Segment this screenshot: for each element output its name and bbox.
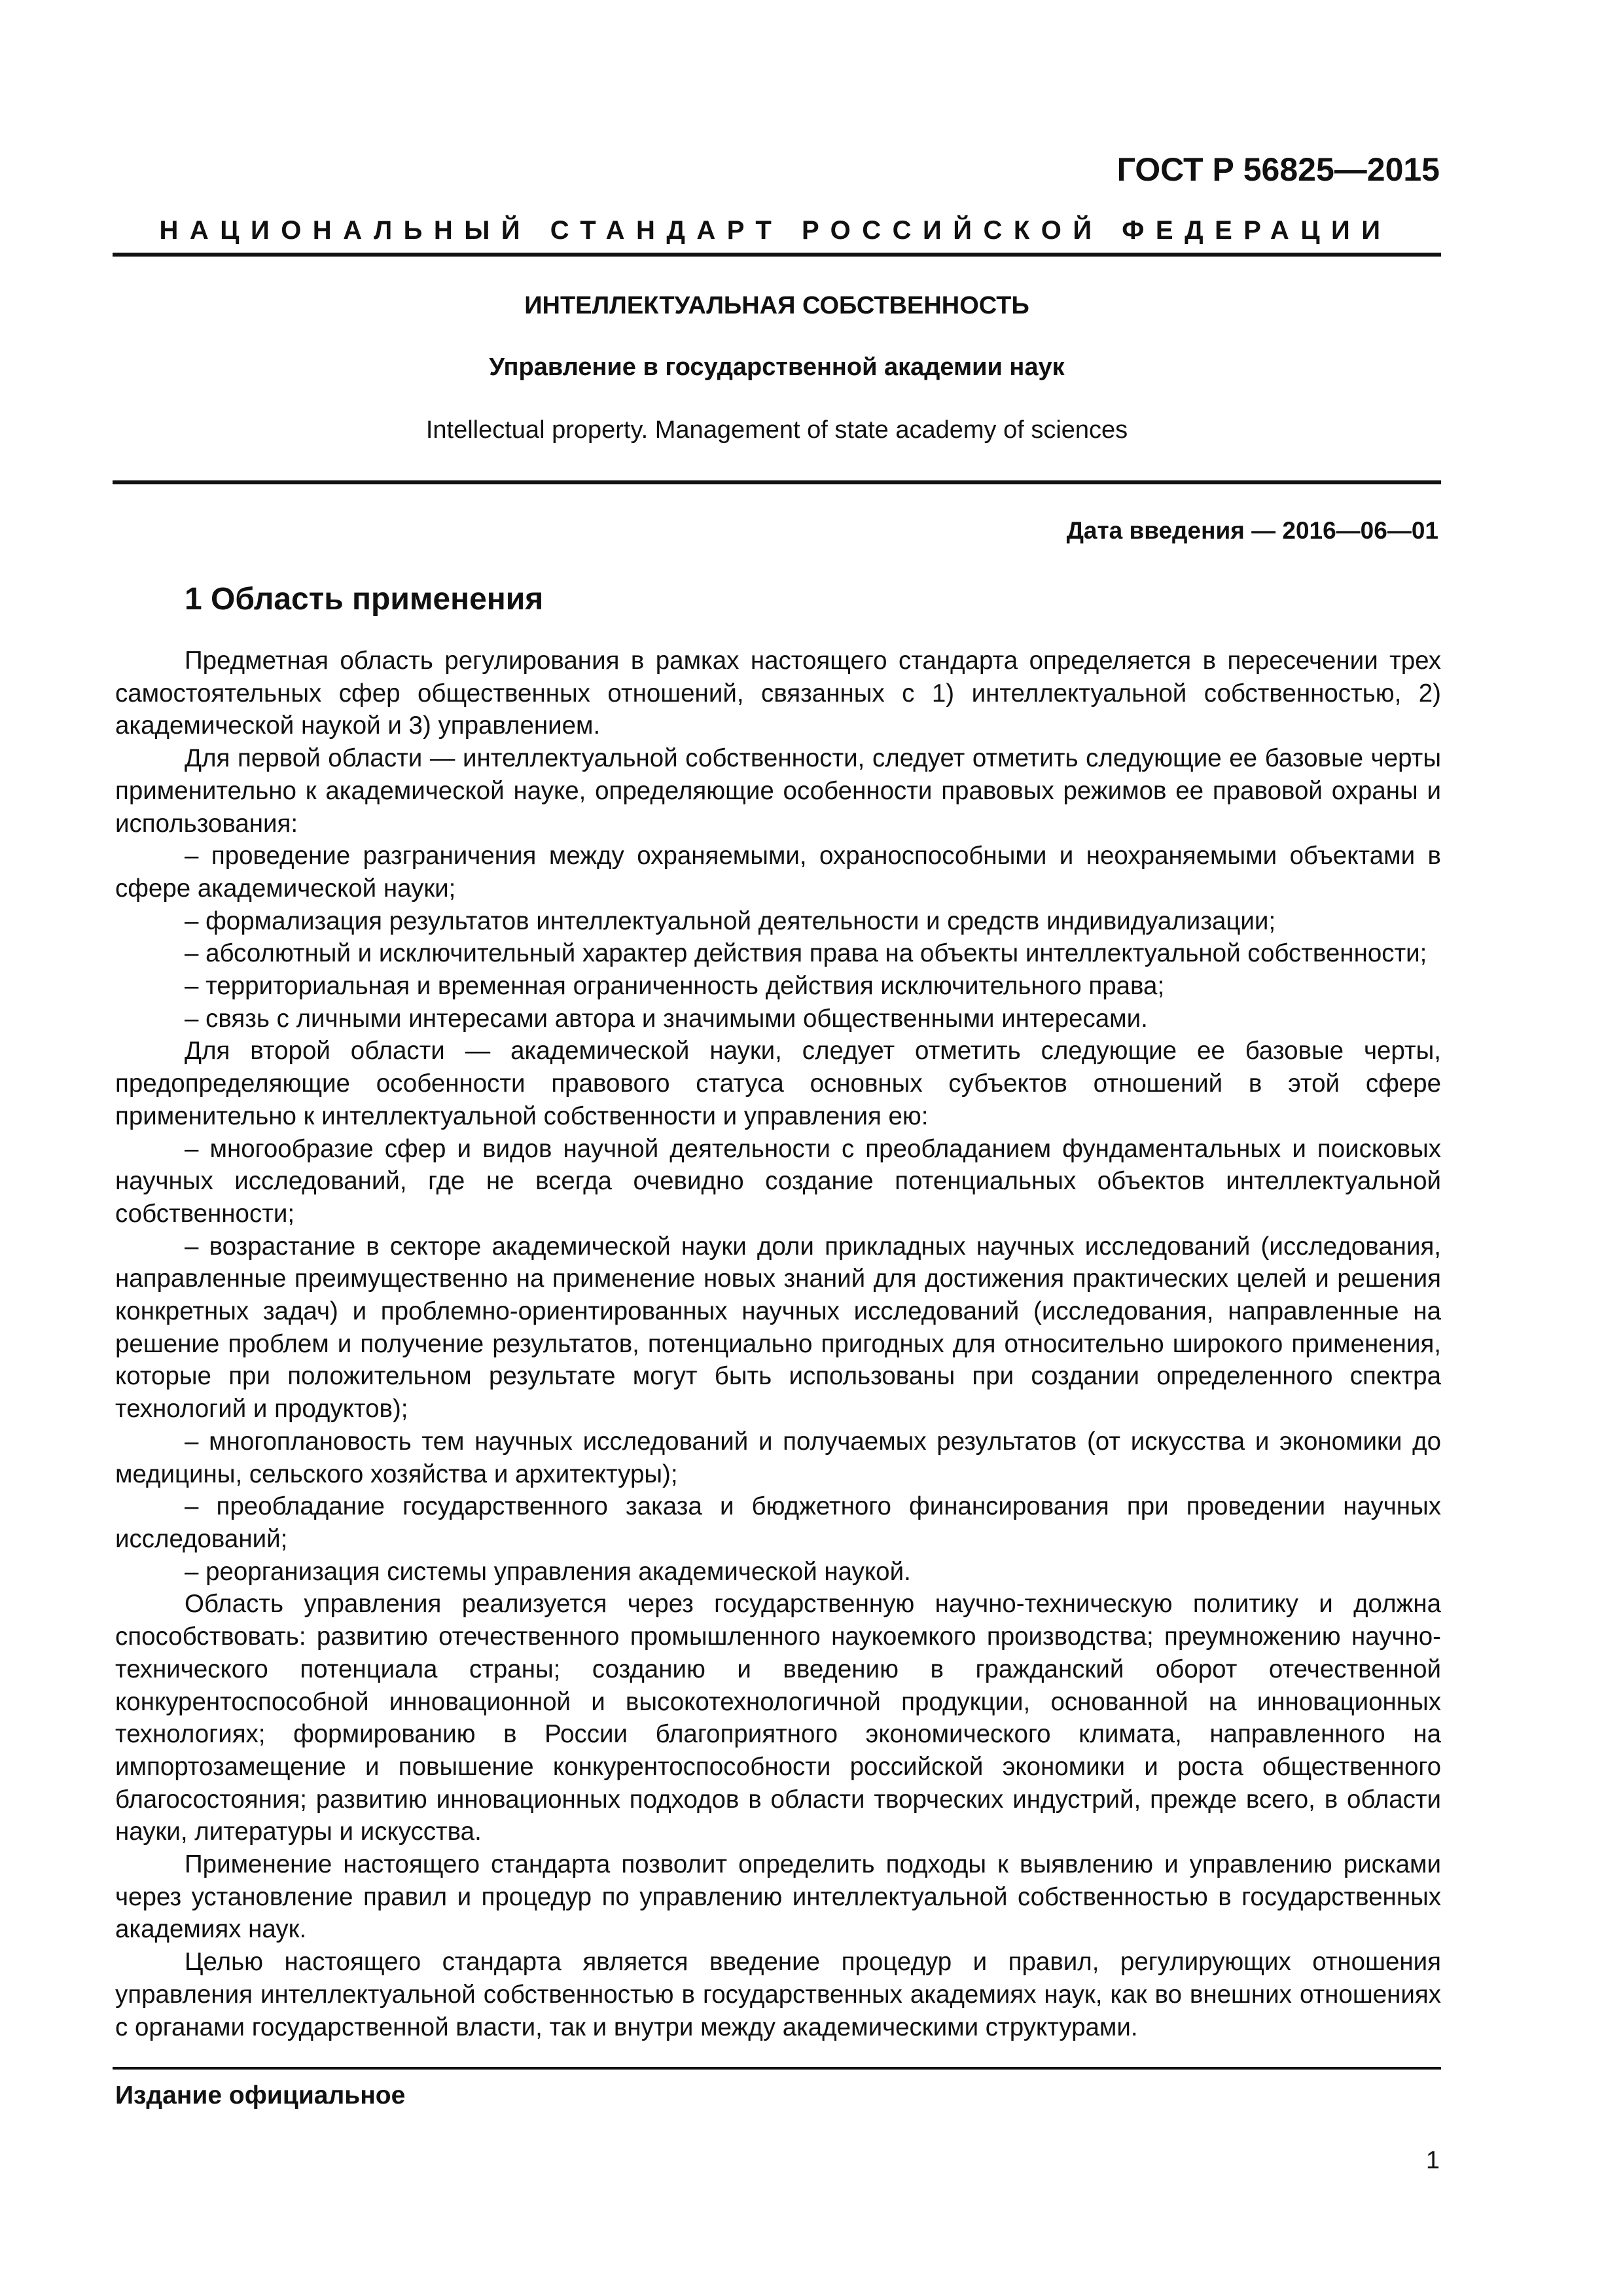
list-item: – многообразие сфер и видов научной деятельности с преобладанием фундаментальных и поисковых научных исследований, где не всегда очевидно создание потенциальных объектов интеллектуальной собственности; xyxy=(115,1134,1441,1228)
document-subtitle: Управление в государственной академии наук xyxy=(489,353,1065,381)
national-standard-banner: НАЦИОНАЛЬНЫЙ СТАНДАРТ РОССИЙСКОЙ ФЕДЕРАЦИИ xyxy=(159,216,1392,245)
document-title: ИНТЕЛЛЕКТУАЛЬНАЯ СОБСТВЕННОСТЬ xyxy=(524,292,1029,319)
list-item: – связь с личными интересами автора и значимыми общественными интересами. xyxy=(185,1004,1148,1033)
list-item: – преобладание государственного заказа и бюджетного финансирования при проведении научных исследований; xyxy=(115,1492,1441,1553)
list-item: – территориальная и временная ограниченность действия исключительного права; xyxy=(185,972,1165,1001)
document-number: ГОСТ Р 56825—2015 xyxy=(1116,151,1440,188)
paragraph: Для второй области — академической науки, следует отметить следующие ее базовые черты, предопределяющие особенности правового статуса основных субъектов отношений в этой сфере применительно к интеллектуальной собственности и управления ею: xyxy=(115,1037,1441,1130)
list-item: – возрастание в секторе академической науки доли прикладных научных исследований (исследования, направленные преимущественно на применение новых знаний для достижения практических целей и решения конкретных задач) и проблемно-ориентированных научных исследований (исследования, направленные на решение проблем и получение результатов, потенциально пригодных для относительно широкого применения, которые при положительном результате могут быть использованы при создании определенного спектра технологий и продуктов); xyxy=(115,1232,1441,1424)
list-item: – абсолютный и исключительный характер действия права на объекты интеллектуальной собственности; xyxy=(185,939,1427,968)
title-divider xyxy=(113,480,1441,484)
footer-divider xyxy=(113,2067,1441,2070)
section-heading: 1 Область применения xyxy=(185,582,544,617)
introduction-date: Дата введения — 2016—06—01 xyxy=(1066,517,1438,544)
paragraph: Область управления реализуется через государственную научно-техническую политику и должна способствовать: развитию отечественного промышленного наукоемкого производства; преумножению научно-технического потенциала страны; созданию и введению в гражданский оборот отечественной конкурентоспособной инновационной и высокотехнологичной продукции, основанной на инновационных технологиях; формированию в России благоприятного экономического климата, направленного на импортозамещение и повышение конкурентоспособности российской экономики и роста общественного благосостояния; развитию инновационных подходов в области творческих индустрий, прежде всего, в области науки, литературы и искусства. xyxy=(115,1590,1441,1846)
page-number: 1 xyxy=(1425,2147,1440,2174)
list-item: – формализация результатов интеллектуальной деятельности и средств индивидуализации; xyxy=(185,906,1276,935)
list-item: – проведение разграничения между охраняемыми, охраноспособными и неохраняемыми объектами в сфере академической науки; xyxy=(115,842,1441,903)
header-divider xyxy=(113,253,1441,257)
english-title: Intellectual property. Management of state academy of sciences xyxy=(425,416,1128,444)
official-edition-label: Издание официальное xyxy=(115,2081,406,2109)
paragraph: Применение настоящего стандарта позволит определить подходы к выявлению и управлению рисками через установление правил и процедур по управлению интеллектуальной собственностью в государственных академиях наук. xyxy=(115,1850,1441,1944)
list-item: – реорганизация системы управления академической наукой. xyxy=(185,1557,911,1586)
paragraph: Предметная область регулирования в рамках настоящего стандарта определяется в пересечении трех самостоятельных сфер общественных отношений, связанных с 1) интеллектуальной собственностью, 2) академической наукой и 3) управлением. xyxy=(115,647,1441,740)
list-item: – многоплановость тем научных исследований и получаемых результатов (от искусства и экономики до медицины, сельского хозяйства и архитектуры); xyxy=(115,1427,1441,1488)
paragraph: Целью настоящего стандарта является введение процедур и правил, регулирующих отношения управления интеллектуальной собственностью в государственных академиях наук, как во внешних отношениях с органами государственной власти, так и внутри между академическими структурами. xyxy=(115,1948,1441,2041)
paragraph: Для первой области — интеллектуальной собственности, следует отметить следующие ее базовые черты применительно к академической науке, определяющие особенности правовых режимов ее правовой охраны и использования: xyxy=(115,744,1441,838)
section-body xyxy=(115,645,1441,2043)
